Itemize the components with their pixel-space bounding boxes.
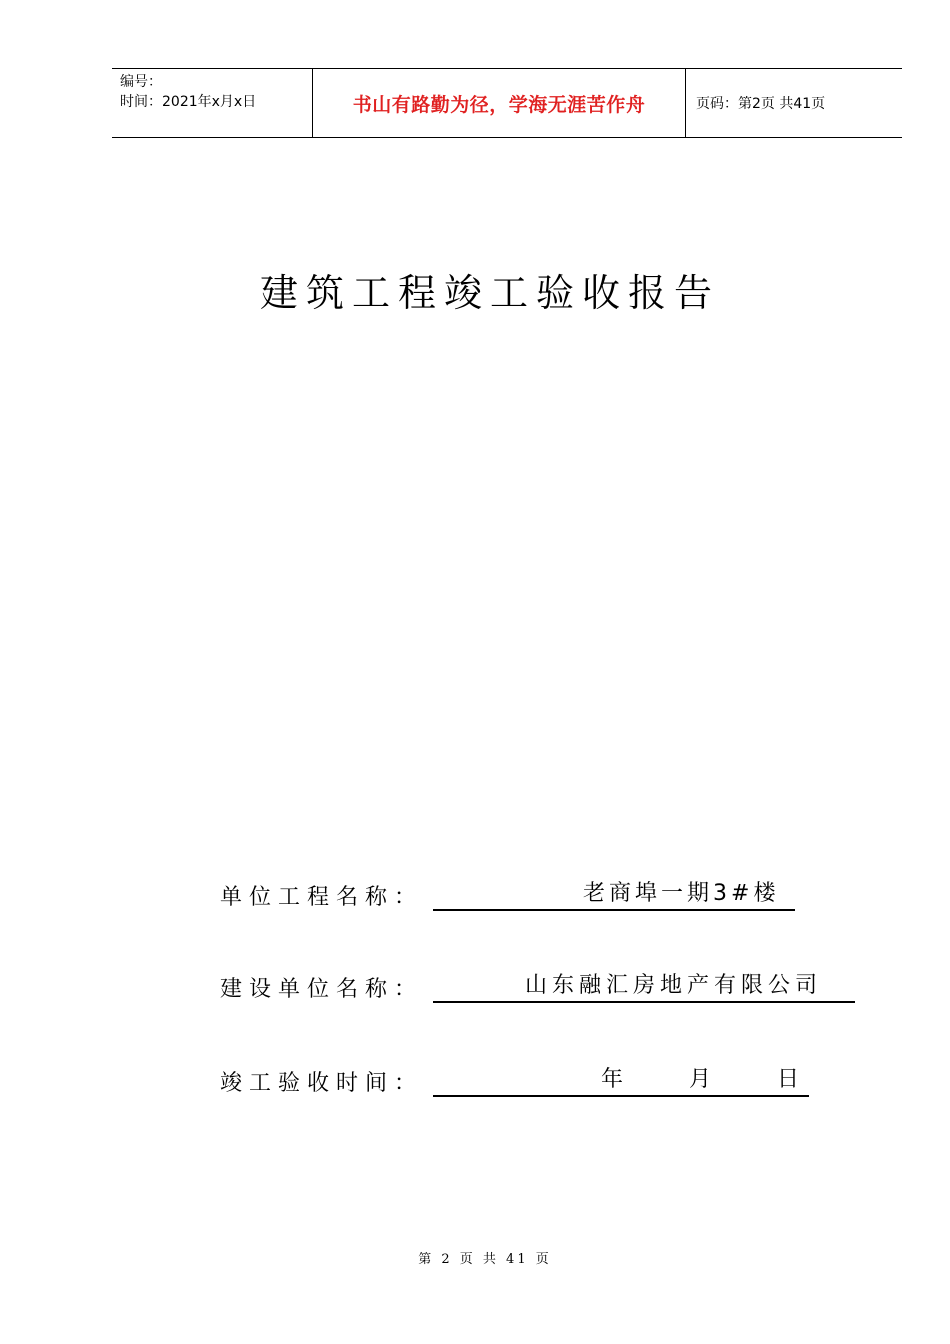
acceptance-time-value — [433, 1062, 809, 1097]
header-motto-cell — [313, 69, 686, 137]
acceptance-time-field — [220, 1062, 809, 1097]
builder-name-field — [220, 968, 855, 1003]
builder-name-label: 建设单位名称： — [220, 977, 424, 1002]
header-page-cell — [686, 69, 902, 137]
document-title: 建筑工程竣工验收报告 — [259, 271, 720, 315]
header-page-info: 页码：第2页 共41页 — [696, 96, 826, 112]
builder-name-value: 山东融汇房地产有限公司 — [433, 968, 855, 1003]
acceptance-time-label: 竣工验收时间： — [220, 1071, 424, 1096]
header-meta-cell — [112, 69, 313, 137]
page-footer: 第 2 页 共 41 页 — [418, 1252, 552, 1267]
doc-number-label: 编号： — [120, 74, 162, 90]
header-motto: 书山有路勤为径，学海无涯苦作舟 — [352, 93, 646, 116]
doc-time-label: 时间：2021年x月x日 — [120, 94, 257, 110]
acceptance-day: 日 — [777, 1067, 800, 1092]
project-name-value: 老商埠一期3#楼 — [433, 876, 795, 911]
project-name-field — [220, 876, 795, 911]
page-header — [112, 68, 902, 138]
acceptance-year: 年 — [601, 1067, 624, 1092]
project-name-label: 单位工程名称： — [220, 885, 424, 910]
acceptance-month: 月 — [689, 1067, 712, 1092]
